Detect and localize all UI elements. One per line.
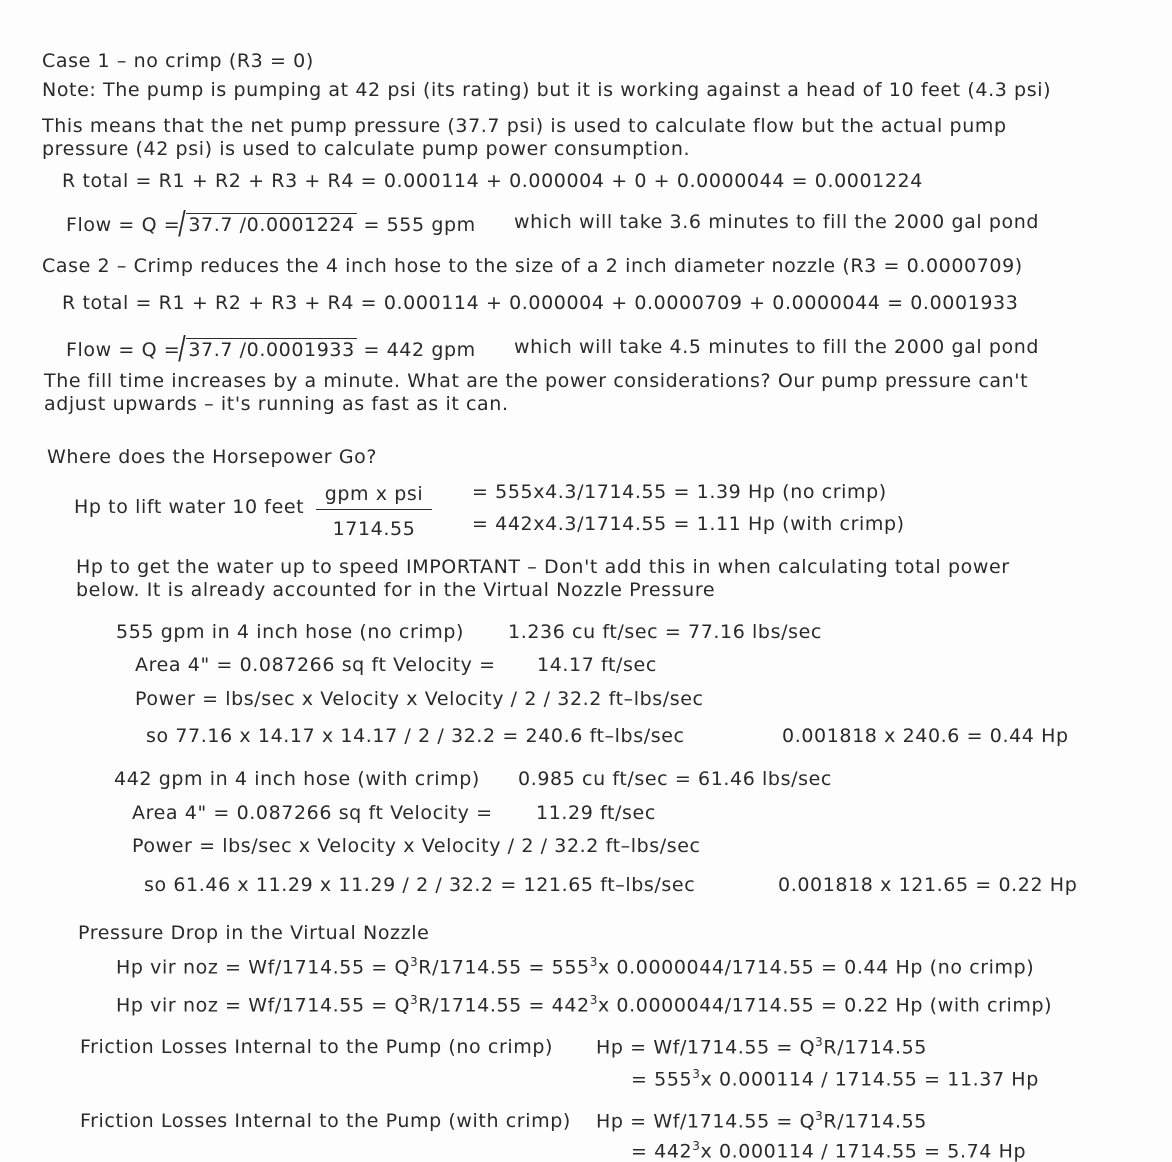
no-crimp-hp: 0.001818 x 240.6 = 0.44 Hp: [782, 725, 1069, 747]
with-crimp-power-formula: Power = lbs/sec x Velocity x Velocity / 2 / 32.2 ft–lbs/sec: [132, 835, 701, 857]
lift-fraction-denominator: 1714.55: [332, 518, 416, 540]
flow-radicand: 37.7 /0.0001933: [188, 339, 355, 361]
exponent: 3: [410, 955, 419, 969]
virtual-nozzle-with-crimp: Hp vir noz = $Wf/1714.55 = Q^3R/1714.55 = 442^3x$ 0.0000044/1714.55 = 0.22 Hp (with crimp): [116, 993, 1053, 1017]
sqrt-sign: /: [178, 206, 187, 243]
flow-result: = 442 gpm: [363, 339, 476, 361]
with-crimp-area: Area 4" = 0.087266 sq ft Velocity =: [132, 802, 493, 824]
flow-result: = 555 gpm: [363, 214, 476, 236]
case2-flow-note: which will take 4.5 minutes to fill the 2000 gal pond: [514, 336, 1040, 358]
exponent: 3: [815, 1035, 824, 1049]
sqrt-sign: /: [178, 331, 187, 368]
exponent: 3: [589, 955, 598, 969]
lift-fraction: [316, 483, 432, 540]
exponent: 3: [410, 993, 419, 1007]
pump-friction-no-crimp-eq1: $Hp = Wf/1714.55 = Q^3R/1714.55$: [596, 1035, 927, 1059]
pump-friction-with-crimp-eq1: $Hp = Wf/1714.55 = Q^3R/1714.55$: [596, 1109, 927, 1133]
with-crimp-power-calc: so 61.46 x 11.29 x 11.29 / 2 / 32.2 = 121.65 ft–lbs/sec: [144, 874, 696, 896]
exponent: 3: [815, 1109, 824, 1123]
case1-title: Case 1 – no crimp (R3 = 0): [42, 50, 314, 72]
pump-friction-with-crimp-label: Friction Losses Internal to the Pump (with crimp): [80, 1110, 571, 1132]
exponent: 3: [692, 1139, 701, 1153]
fill-paragraph-line1: The fill time increases by a minute. What are the power considerations? Our pump pressure can't: [44, 370, 1029, 392]
exponent: 3: [692, 1067, 701, 1081]
case1-paragraph-line1: This means that the net pump pressure (37.7 psi) is used to calculate flow but the actual pump: [42, 115, 1007, 137]
case1-flow-equation: [66, 206, 476, 243]
no-crimp-velocity: 14.17 ft/sec: [537, 654, 657, 676]
flow-prefix: Flow = Q =: [66, 339, 181, 361]
no-crimp-rate: 1.236 cu ft/sec = 77.16 lbs/sec: [508, 621, 822, 643]
pump-friction-with-crimp-eq2: = $442^3x$ 0.000114 / 1714.55 = 5.74 Hp: [631, 1139, 1027, 1162]
lift-no-crimp: = 555x4.3/1714.55 = 1.39 Hp (no crimp): [472, 481, 887, 503]
case2-flow-equation: [66, 331, 476, 368]
lift-fraction-numerator: gpm x psi: [316, 483, 432, 510]
fill-paragraph-line2: adjust upwards – it's running as fast as it can.: [44, 393, 509, 415]
exponent: 3: [589, 993, 598, 1007]
with-crimp-heading: 442 gpm in 4 inch hose (with crimp): [114, 768, 480, 790]
pump-friction-no-crimp-label: Friction Losses Internal to the Pump (no crimp): [80, 1036, 554, 1058]
virtual-nozzle-heading: Pressure Drop in the Virtual Nozzle: [78, 922, 430, 944]
speed-paragraph-line2: below. It is already accounted for in the Virtual Nozzle Pressure: [76, 579, 716, 601]
speed-paragraph-line1: Hp to get the water up to speed IMPORTANT – Don't add this in when calculating total power: [76, 556, 1010, 578]
with-crimp-velocity: 11.29 ft/sec: [536, 802, 656, 824]
horsepower-heading: Where does the Horsepower Go?: [47, 446, 378, 468]
case2-title: Case 2 – Crimp reduces the 4 inch hose to the size of a 2 inch diameter nozzle (R3 = 0.0000709): [42, 255, 1023, 277]
no-crimp-area: Area 4" = 0.087266 sq ft Velocity =: [135, 654, 496, 676]
with-crimp-hp: 0.001818 x 121.65 = 0.22 Hp: [778, 874, 1078, 896]
case1-note: Note: The pump is pumping at 42 psi (its rating) but it is working against a head of 10 feet (4.3 psi): [42, 79, 1052, 101]
case1-paragraph-line2: pressure (42 psi) is used to calculate pump power consumption.: [42, 138, 691, 160]
case1-flow-note: which will take 3.6 minutes to fill the 2000 gal pond: [514, 211, 1040, 233]
virtual-nozzle-no-crimp: Hp vir noz = $Wf/1714.55 = Q^3R/1714.55 = 555^3x$ 0.0000044/1714.55 = 0.44 Hp (no crimp): [116, 955, 1035, 979]
flow-radicand: 37.7 /0.0001224: [188, 214, 355, 236]
with-crimp-rate: 0.985 cu ft/sec = 61.46 lbs/sec: [518, 768, 832, 790]
lift-with-crimp: = 442x4.3/1714.55 = 1.11 Hp (with crimp): [472, 513, 905, 535]
no-crimp-heading: 555 gpm in 4 inch hose (no crimp): [116, 621, 465, 643]
flow-prefix: Flow = Q =: [66, 214, 181, 236]
no-crimp-power-formula: Power = lbs/sec x Velocity x Velocity / 2 / 32.2 ft–lbs/sec: [135, 688, 704, 710]
lift-label: Hp to lift water 10 feet: [74, 496, 305, 518]
no-crimp-power-calc: so 77.16 x 14.17 x 14.17 / 2 / 32.2 = 240.6 ft–lbs/sec: [146, 725, 685, 747]
case2-r-total: R total = R1 + R2 + R3 + R4 = 0.000114 + 0.000004 + 0.0000709 + 0.0000044 = 0.0001933: [62, 292, 1019, 314]
pump-friction-no-crimp-eq2: = $555^3x$ 0.000114 / 1714.55 = 11.37 Hp: [631, 1067, 1039, 1091]
case1-r-total: R total = R1 + R2 + R3 + R4 = 0.000114 + 0.000004 + 0 + 0.0000044 = 0.0001224: [62, 170, 923, 192]
